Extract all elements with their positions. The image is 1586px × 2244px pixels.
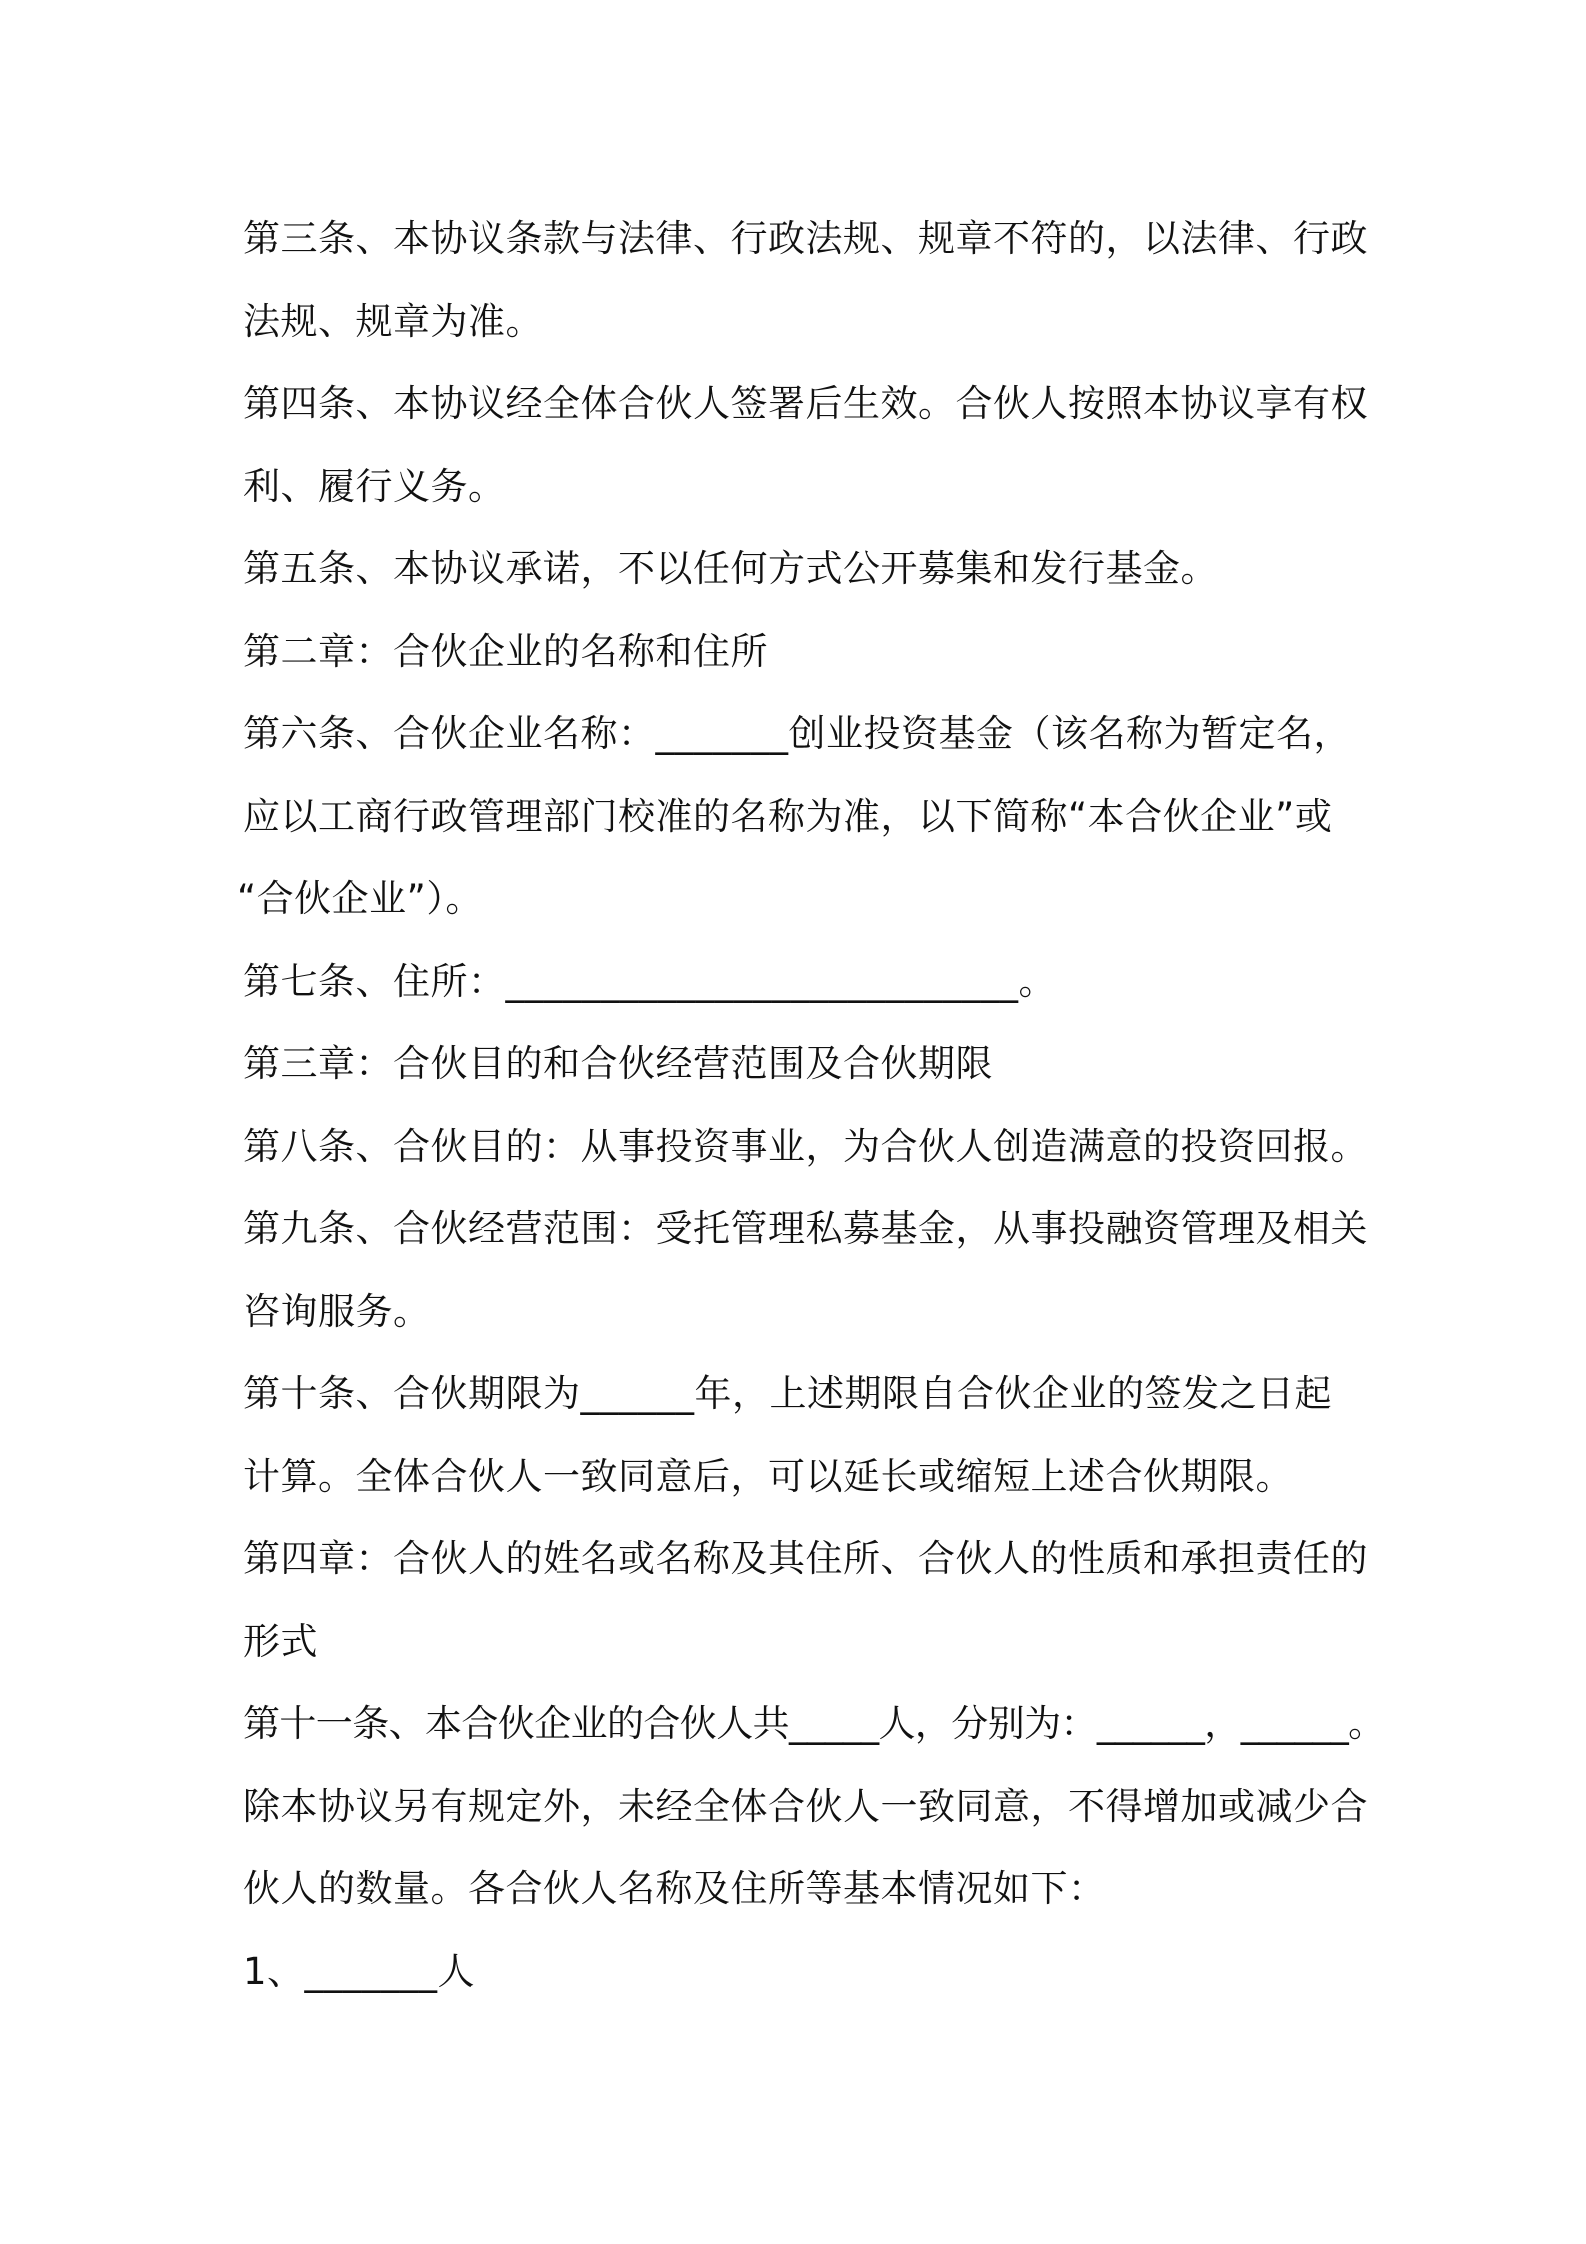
text-line-article-11-cont: 除本协议另有规定外，未经全体合伙人一致同意，不得增加或减少合 — [243, 1784, 1368, 1828]
text-line-article-3-cont: 法规、规章为准。 — [243, 299, 543, 343]
text-line-article-11-end: 伙人的数量。各合伙人名称及住所等基本情况如下： — [243, 1867, 1106, 1910]
text-line-article-5: 第五条、本协议承诺，不以任何方式公开募集和发行基金。 — [243, 547, 1218, 590]
text-line-article-10: 第十条、合伙期限为______年，上述期限自合伙企业的签发之日起 — [243, 1372, 1332, 1415]
text-line-article-4-cont: 利、履行义务。 — [243, 464, 506, 508]
list-item-partner-1: 1、_______人 — [243, 1949, 476, 1993]
text-line-article-6-cont: 应以工商行政管理部门校准的名称为准，以下简称“本合伙企业”或 — [243, 794, 1333, 838]
chapter-4-heading-cont: 形式 — [243, 1619, 318, 1663]
text-line-article-3: 第三条、本协议条款与法律、行政法规、规章不符的，以法律、行政 — [243, 217, 1368, 260]
text-line-article-6: 第六条、合伙企业名称：_______创业投资基金（该名称为暂定名， — [243, 712, 1351, 755]
text-line-article-4: 第四条、本协议经全体合伙人签署后生效。合伙人按照本协议享有权 — [243, 382, 1368, 425]
text-line-article-10-cont: 计算。全体合伙人一致同意后，可以延长或缩短上述合伙期限。 — [243, 1454, 1293, 1498]
document-body — [237, 198, 1385, 2013]
chapter-2-heading: 第二章：合伙企业的名称和住所 — [243, 629, 768, 673]
text-line-article-11: 第十一条、本合伙企业的合伙人共_____人，分别为：______，______。 — [243, 1702, 1385, 1745]
text-line-article-9-cont: 咨询服务。 — [243, 1289, 431, 1333]
text-line-article-9: 第九条、合伙经营范围：受托管理私募基金，从事投融资管理及相关 — [243, 1207, 1368, 1250]
text-line-article-8: 第八条、合伙目的：从事投资事业，为合伙人创造满意的投资回报。 — [243, 1124, 1368, 1168]
text-line-article-7: 第七条、住所：___________________________。 — [243, 959, 1056, 1003]
text-line-article-6-end: “合伙企业”）。 — [237, 877, 483, 920]
chapter-4-heading: 第四章：合伙人的姓名或名称及其住所、合伙人的性质和承担责任的 — [243, 1537, 1368, 1580]
chapter-3-heading: 第三章：合伙目的和合伙经营范围及合伙期限 — [243, 1042, 993, 1085]
